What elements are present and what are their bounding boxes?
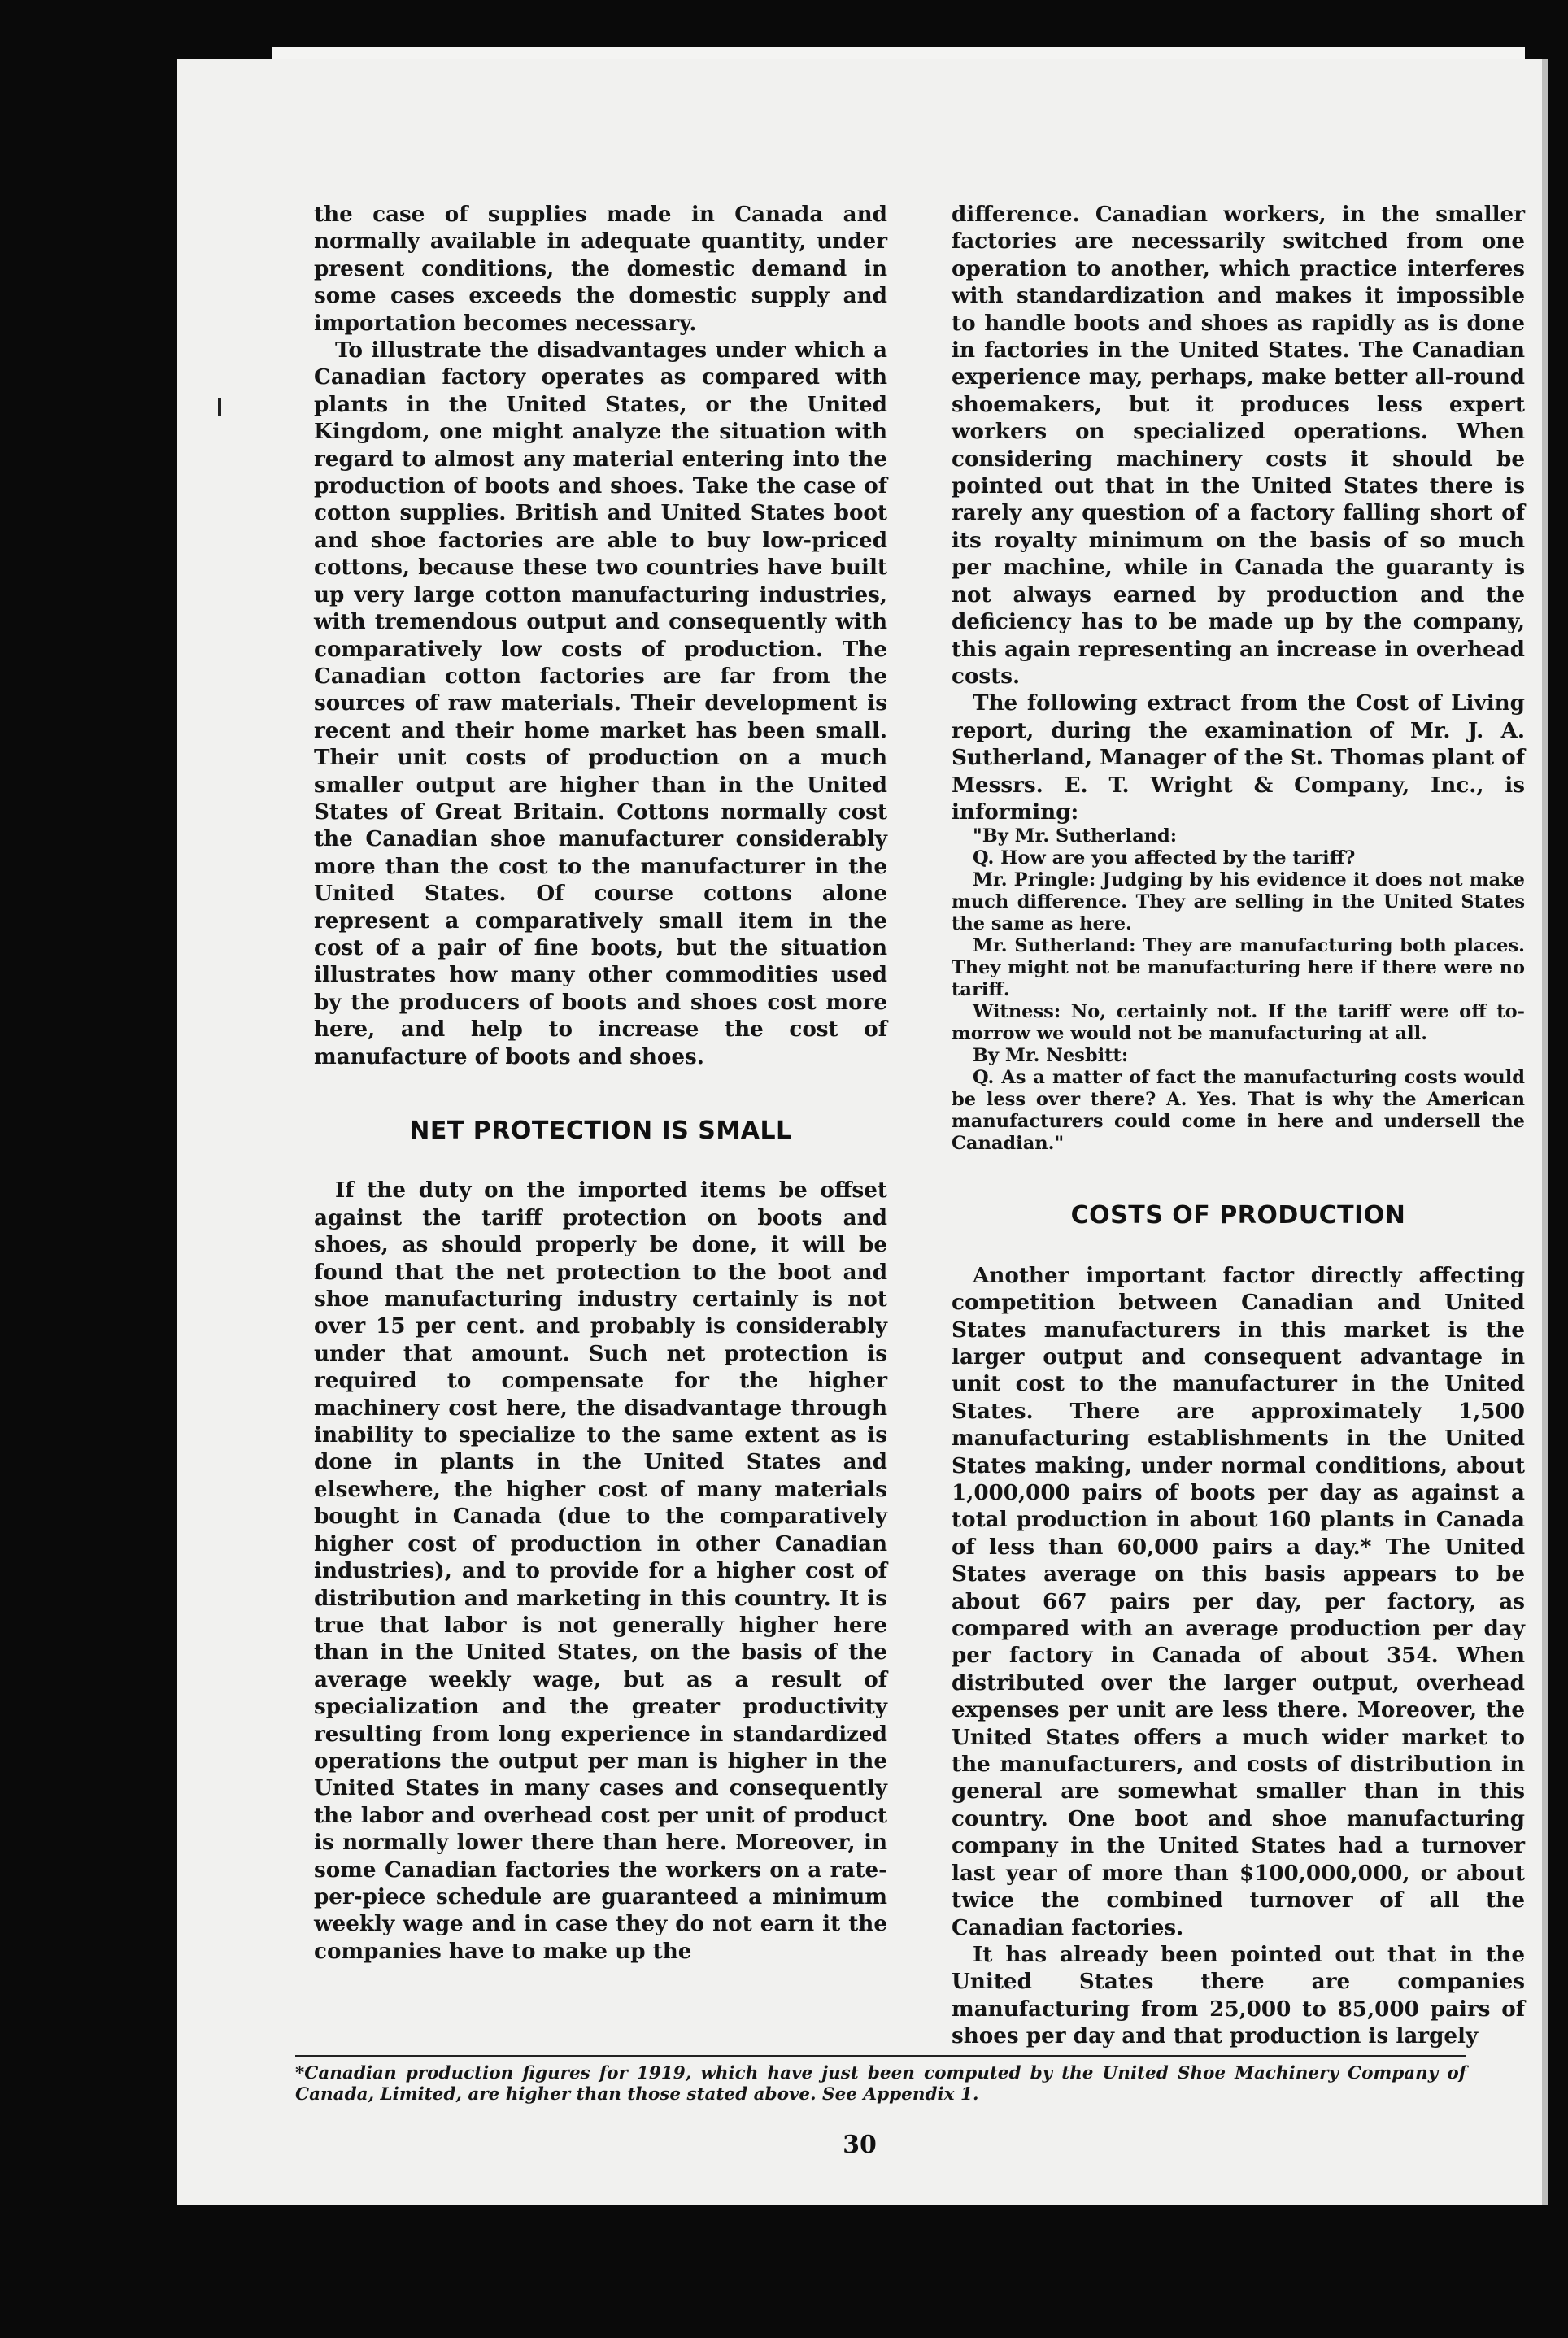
margin-mark — [218, 398, 221, 416]
section-heading-costs-of-production: COSTS OF PRODUCTION — [1070, 1201, 1406, 1230]
quote-line: Mr. Pringle: Judging by his evidence it does not make much difference. They are selling in the United States the same as here. — [952, 869, 1525, 935]
quote-line: "By Mr. Sutherland: — [973, 825, 1178, 847]
paragraph: If the duty on the imported items be offset against the tariff protection on boots and shoes, as should properly be done, it will be found that the net protection to the boot and shoe manufacturing industry certainly is not over 15 per cent. and probably is considerably under that amount. Such net protection is required to compensate for the higher machinery cost here, the disadvantage through inability to specialize to the same extent as is done in plants in the United States and elsewhere, the higher cost of many materials bought in Canada (due to the comparatively higher cost of production in other Canadian industries), and to provide for a higher cost of distribution and marketing in this country. It is true that labor is not generally higher here than in the United States, on the basis of the average weekly wage, but as a result of specialization and the greater productivity resulting from long experience in standardized operations the output per man is higher in the United States in many cases and consequently the labor and overhead cost per unit of product is normally lower there than here. Moreover, in some Canadian factories the workers on a rate-per-piece schedule are guaranteed a minimum weekly wage and in case they do not earn it the companies have to make up the — [314, 1178, 887, 1964]
quote-line: Witness: No, certainly not. If the tariff were off to-morrow we would not be manufacturing at all. — [952, 1001, 1525, 1045]
quote-line: By Mr. Nesbitt: — [973, 1045, 1129, 1067]
right-column — [952, 201, 1525, 2050]
paragraph: difference. Canadian workers, in the smaller factories are necessarily switched from one operation to another, which practice interferes with standardization and makes it impossible to handle boots and shoes as rapidly as is done in factories in the United States. The Canadian experience may, perhaps, make better all-round shoemakers, but it produces less expert workers on specialized operations. When considering machinery costs it should be pointed out that in the United States there is rarely any question of a factory falling short of its royalty minimum on the basis of so much per machine, while in Canada the guaranty is not always earned by production and the deficiency has to be made up by the company, this again representing an increase in overhead costs. — [952, 202, 1525, 689]
document-page — [177, 59, 1542, 2205]
paragraph: The following extract from the Cost of Living report, during the examination of Mr. J. A. Sutherland, Manager of the St. Thomas plant of Messrs. E. T. Wright & Company, Inc., is informing: — [952, 690, 1525, 825]
left-column — [314, 201, 887, 1965]
paragraph: It has already been pointed out that in the United States there are companies manufacturing from 25,000 to 85,000 pairs of shoes per day and that production is largely — [952, 1941, 1525, 2049]
quote-line: Q. As a matter of fact the manufacturing costs would be less over there? A. Yes. That is why the American manufacturers could come in here and undersell the Canadian." — [952, 1067, 1525, 1155]
testimony-quote — [952, 825, 1525, 1155]
quote-line: Q. How are you affected by the tariff? — [973, 847, 1356, 869]
quote-line: Mr. Sutherland: They are manufacturing both places. They might not be manufacturing here if there were no tariff. — [952, 935, 1525, 1001]
page-number: 30 — [843, 2131, 877, 2159]
paragraph: the case of supplies made in Canada and normally available in adequate quantity, under present conditions, the domestic demand in some cases exceeds the domestic supply and importation becomes necessary. — [314, 202, 887, 336]
footnote-divider — [295, 2055, 1466, 2057]
paragraph: Another important factor directly affecting competition between Canadian and United States manufacturers in this market is the larger output and consequent advantage in unit cost to the manufacturer in the United States. There are approximately 1,500 manufacturing establishments in the United States making, under normal conditions, about 1,000,000 pairs of boots per day as against a total production in about 160 plants in Canada of less than 60,000 pairs a day.* The United States average on this basis appears to be about 667 pairs per day, per factory, as compared with an average production per day per factory in Canada of about 354. When distributed over the larger output, overhead expenses per unit are less there. Moreover, the United States offers a much wider market to the manufacturers, and costs of distribution in general are somewhat smaller than in this country. One boot and shoe manufacturing company in the United States had a turnover last year of more than $100,000,000, or about twice the combined turnover of all the Canadian factories. — [952, 1262, 1525, 1940]
footnote: *Canadian production figures for 1919, which have just been computed by the United Shoe Machinery Company of Canada, Limited, are higher than those stated above. See Appendix 1. — [295, 2063, 1466, 2105]
paragraph: To illustrate the disadvantages under which a Canadian factory operates as compared with plants in the United States, or the United Kingdom, one might analyze the situation with regard to almost any material entering into the production of boots and shoes. Take the case of cotton supplies. British and United States boot and shoe factories are able to buy low-priced cottons, because these two countries have built up very large cotton manufacturing industries, with tremendous output and consequently with comparatively low costs of production. The Canadian cotton factories are far from the sources of raw materials. Their development is recent and their home market has been small. Their unit costs of production on a much smaller output are higher than in the United States of Great Britain. Cottons normally cost the Canadian shoe manufacturer considerably more than the cost to the manufacturer in the United States. Of course cottons alone represent a comparatively small item in the cost of a pair of fine boots, but the situation illustrates how many other commodities used by the producers of boots and shoes cost more here, and help to increase the cost of manufacture of boots and shoes. — [314, 337, 887, 1069]
section-heading-net-protection: NET PROTECTION IS SMALL — [409, 1117, 792, 1145]
